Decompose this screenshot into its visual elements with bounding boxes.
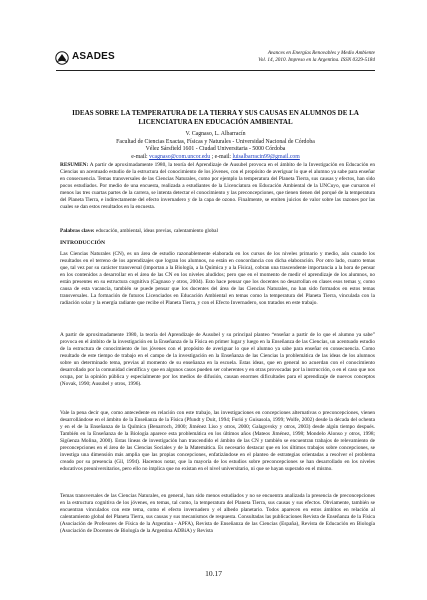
abstract [60,162,375,211]
journal-name: Avances en Energías Renovables y Medio Ambiente [267,50,375,56]
author-block [60,131,371,162]
asades-sun-icon [55,51,69,65]
body-paragraph-1 [60,251,375,307]
page-number: 10.17 [205,569,222,578]
header-divider [56,70,375,71]
paragraph-text: Las Ciencias Naturales (CN), es un área de estudio razonablemente elaborada en los cursos de los niveles primario y medio, aún cuando los resultados en el terreno de los aprendizajes que logran los alumnos, no están en concordancia con dicha elaboración. Por otro lado, cuatro temas que, tal vez por su carácter transversal (importan a la Biología, a la Química y a la Física), cobran una trascendente importancia a la hora de pensar en los contenidos a desarrollar en el área de las CN en los niveles aludidos; pero que en el momento de medir el aprendizaje de los alumnos, no están presentes en su estructura cognitiva (Cagnaso y otros, 2004). Esto hace pensar que los docentes no desarrollan en clases esos temas y, como causa de esta vacancia, también se puede pensar que los docentes del área de las Ciencias Naturales, no han sido formados en estos temas transversales. La formación de futuros Licenciados en Educación Ambiental en temas como la temperatura del Planeta Tierra, vinculada con la radiación solar y la energía radiante que recibe el Planeta Tierra, y con el Efecto Invernadero, son tratados en este trabajo. [60,251,375,306]
body-paragraph-2 [60,332,375,388]
body-paragraph-4 [60,493,375,535]
logo-text: ASADES [72,51,115,62]
abstract-label: RESUMEN: [60,162,89,168]
email-link-2[interactable]: luisalbarracin99@gmail.com [232,154,300,161]
author-address: Vélez Sársfield 1601 - Ciudad Universitaria - 5000 Córdoba [145,146,286,153]
email-separator: ; [211,154,215,161]
keywords-text: educación, ambiental, ideas previas, calentamiento global [95,228,218,234]
email-link-1[interactable]: vcagnaso@com.uncor.edu [149,154,211,161]
keywords [60,228,375,235]
body-paragraph-3 [60,410,375,473]
paper-title: IDEAS SOBRE LA TEMPERATURA DE LA TIERRA Y SUS CAUSAS EN ALUMNOS DE LA LICENCIATURA EN EDUCACIÓN AMBIENTAL [72,109,359,127]
author-emails [60,154,371,162]
asades-logo [55,50,115,70]
keywords-label: Palabras clave: [60,228,95,234]
paragraph-text: A partir de aproximadamente 1980, la teoría del Aprendizaje de Ausubel y su principal planteo “enseñar a partir de lo que el alumno ya sabe” provoca en el ámbito de la investigación en la Enseñanza de la Física en primer lugar y luego en la Enseñanza de las Ciencias, un acentuado estudio de la estructura de conocimiento de los jóvenes con el propósito de averiguar lo que el alumno ya sabe para enseñar en consecuencia. Como resultado de este tiempo de trabajo en el campo de la investigación en la Enseñanza de las Ciencias la problemática de las ideas de los alumnos sobre un determinado tema, previas al momento de su enseñanza en la escuela. Estas ideas, que en general no acuerdan con el conocimiento desarrollado por la comunidad científica y que en algunos casos pueden ser coherentes y en otras provocadas por la instrucción, o en el caso que nos ocupa, por la opinión pública y especialmente por los medios de difusión, causan enormes dificultades para el aprendizaje de nuevos conceptos (Novak, 1990; Ausubel y otros, 1996). [60,332,375,387]
email-label-2: e-mail: [214,154,232,161]
introduction-heading: INTRODUCCIÓN [60,240,106,246]
author-names: V. Cagnaso, L. Albarracín [185,131,246,137]
paragraph-text: Vale la pena decir que, como antecedente en relación con este trabajo, las investigaciones en concepciones alternativas o preconcepciones, vienen desarrollándose en el ámbito de la Enseñanza de la Física (Pfundt y Duit, 1994; Furió y Guisasola, 1999; Wolfe, 2002) desde la década del ochenta y en el de la Enseñanza de la Química (Benarroch, 2000; Jiménez Liso y otros, 2000; Galagovsky y otros, 2003) desde algún tiempo después. También en la Enseñanza de la Biología aparece esta problemática en los últimos años (Mateos Jiménez, 1998; Mondelo Alonso y otros, 1998; Sigüenza Molina, 2000). Estas líneas de investigación han trascendido el ámbito de las CN y también se encuentran trabajos de relevamiento de preconcepciones en el área de las Ciencias Sociales y de la Matemática. Es necesario destacar que en los últimos trabajos sobre concepciones, se investiga una dimensión más amplia que las propias concepciones, enfatizándose en el planteo de estrategias orientadas a resolver el problema creado por su presencia (Gil, 1994). Hacemos notar, que la mayoría de los estudios sobre preconcepciones se han desarrollado en los niveles educativos preuniversitarios, pero ello no implica que no existan en el nivel universitario, ni que se hayan superado en el mismo. [60,410,375,472]
journal-header [175,50,375,64]
abstract-text: A partir de aproximadamente 1980, la teoría del Aprendizaje de Ausubel provoca en el ámbito de la Investigación en Educación en Ciencias un acentuado estudio de la estructura del conocimiento de los jóvenes, con el propósito de averiguar lo que el alumno ya sabe para enseñar en consecuencia. Temas transversales de las Ciencias Naturales, como por ejemplo la temperatura del Planeta Tierra, sus causas y efectos, han sido pocos estudiados. Por medio de una encuesta, realizada a estudiantes de la Licenciatura en Educación Ambiental de la UNCuyo, que cursaron el menos las tres cuartas partes de la carrera, se intenta detectar el conocimiento y las preconcepciones, que tienen tienen del porqué de la temperatura del Planeta Tierra, e indirectamente del efecto invernadero y de la capa de ozono. Finalmente, se emiten juicios de valor sobre las razones por las cuales se dan estos resultados en la encuesta. [60,162,375,210]
journal-volume: Vol. 14, 2010. Impreso en la Argentina. ISSN 0329-5184 [258,57,375,64]
introduction-heading-block [60,240,375,247]
author-affiliation: Facultad de Ciencias Exactas, Físicas y Naturales - Universidad Nacional de Córdoba [116,138,315,145]
paragraph-text: Temas transversales de las Ciencias Naturales, en general, han sido menos estudiados y no se encuentra analizada la presencia de preconcepciones en la estructura cognitiva de los jóvenes, en temas, tal como, la temperatura del Planeta Tierra, sus causas y sus efectos. Obviamente, también se encuentran vinculados con este tema, como el efecto invernadero y el albedo planetario. Todos aparecen en estos ámbitos en relación al calentamiento global del Planeta Tierra, sus causas y sus mecanismos de respuesta. Consultadas las publicaciones Revista de Enseñanza de la Física (Asociación de Profesores de Física de la Argentina - APFA), Revista de Enseñanza de las Ciencias (España), Revista de Educación en Biología (Asociación de Docentes de Biología de la Argentina ADBiA) y Revista [60,493,375,534]
email-label: e-mail: [131,154,148,161]
